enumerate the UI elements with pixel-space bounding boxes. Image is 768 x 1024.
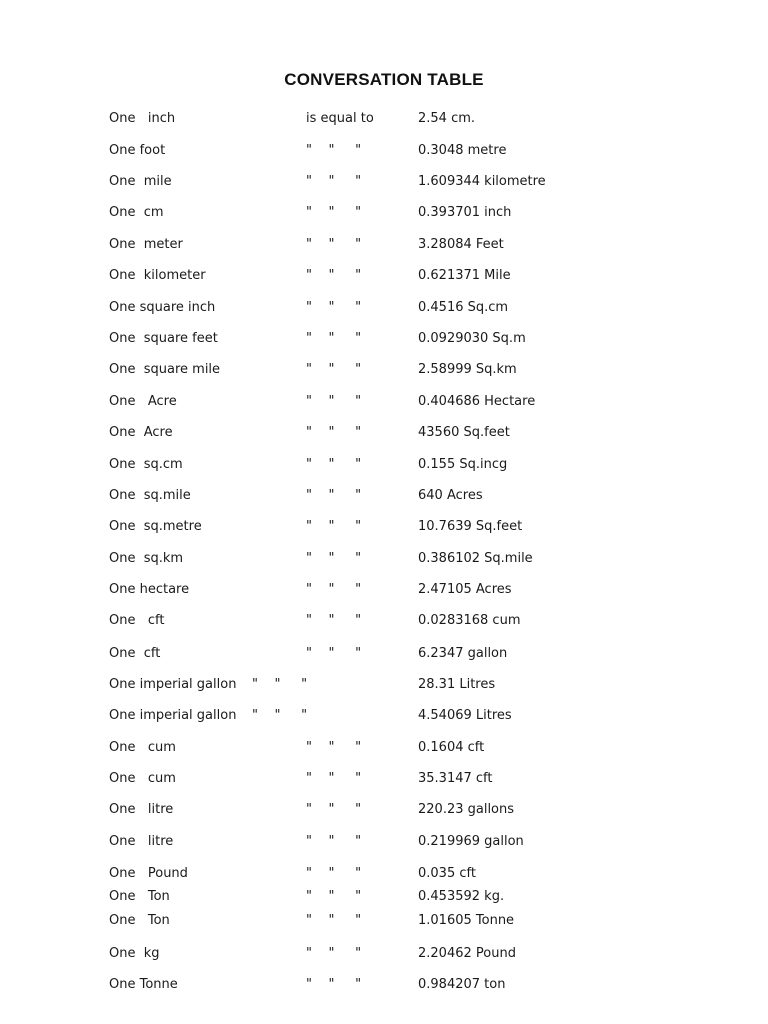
converted-value: 0.386102 Sq.mile [418, 551, 533, 566]
table-row [0, 912, 768, 930]
equals-mark: " " " [306, 646, 362, 661]
equals-mark: " " " [306, 946, 362, 961]
equals-mark: " " " [306, 425, 362, 440]
unit-label: One cft [109, 613, 165, 628]
unit-label: One square feet [109, 331, 218, 346]
unit-label: One sq.cm [109, 457, 183, 472]
unit-label: One Tonne [109, 977, 178, 992]
converted-value: 0.621371 Mile [418, 268, 511, 283]
page-title: CONVERSATION TABLE [284, 70, 484, 89]
table-row [0, 267, 768, 285]
converted-value: 1.609344 kilometre [418, 174, 546, 189]
unit-label: One litre [109, 834, 174, 849]
table-row [0, 739, 768, 757]
unit-label: One Pound [109, 866, 188, 881]
unit-label: One sq.km [109, 551, 184, 566]
table-row [0, 888, 768, 906]
converted-value: 640 Acres [418, 488, 483, 503]
converted-value: 0.0929030 Sq.m [418, 331, 526, 346]
converted-value: 0.035 cft [418, 866, 476, 881]
converted-value: 0.219969 gallon [418, 834, 524, 849]
equals-mark: " " " [252, 708, 308, 723]
unit-label: One imperial gallon [109, 677, 237, 692]
equals-mark: " " " [306, 771, 362, 786]
unit-label: One cum [109, 771, 176, 786]
converted-value: 28.31 Litres [418, 677, 496, 692]
equals-mark: " " " [306, 331, 362, 346]
equals-mark: " " " [306, 977, 362, 992]
converted-value: 6.2347 gallon [418, 646, 508, 661]
table-row [0, 801, 768, 819]
table-row [0, 945, 768, 963]
equals-mark: " " " [306, 834, 362, 849]
converted-value: 4.54069 Litres [418, 708, 512, 723]
unit-label: One foot [109, 143, 166, 158]
unit-label: One cum [109, 740, 176, 755]
table-row [0, 581, 768, 599]
unit-label: One sq.mile [109, 488, 191, 503]
unit-label: One hectare [109, 582, 190, 597]
unit-label: One sq.metre [109, 519, 202, 534]
unit-label: One Ton [109, 889, 170, 904]
equals-mark: " " " [306, 205, 362, 220]
equals-mark: " " " [306, 519, 362, 534]
table-row [0, 361, 768, 379]
unit-label: One Acre [109, 425, 173, 440]
unit-label: One kg [109, 946, 160, 961]
converted-value: 10.7639 Sq.feet [418, 519, 523, 534]
unit-label: One imperial gallon [109, 708, 237, 723]
equals-mark: " " " [306, 551, 362, 566]
converted-value: 0.0283168 cum [418, 613, 521, 628]
table-row [0, 487, 768, 505]
equals-mark: " " " [306, 237, 362, 252]
equals-mark: " " " [306, 268, 362, 283]
converted-value: 2.20462 Pound [418, 946, 516, 961]
unit-label: One square mile [109, 362, 221, 377]
converted-value: 3.28084 Feet [418, 237, 504, 252]
table-row [0, 770, 768, 788]
converted-value: 0.155 Sq.incg [418, 457, 508, 472]
converted-value: 0.1604 cft [418, 740, 485, 755]
table-row [0, 976, 768, 994]
table-row [0, 612, 768, 630]
converted-value: 220.23 gallons [418, 802, 515, 817]
table-row [0, 173, 768, 191]
table-row [0, 518, 768, 536]
equals-mark: " " " [306, 362, 362, 377]
converted-value: 43560 Sq.feet [418, 425, 510, 440]
equals-mark: " " " [306, 866, 362, 881]
table-row [0, 299, 768, 317]
unit-label: One mile [109, 174, 172, 189]
unit-label: One Ton [109, 913, 170, 928]
equals-mark: " " " [306, 174, 362, 189]
unit-label: One Acre [109, 394, 177, 409]
unit-label: One litre [109, 802, 174, 817]
table-row [0, 204, 768, 222]
table-row [0, 236, 768, 254]
converted-value: 35.3147 cft [418, 771, 493, 786]
table-row [0, 393, 768, 411]
converted-value: 0.393701 inch [418, 205, 512, 220]
equals-mark: " " " [306, 488, 362, 503]
converted-value: 2.47105 Acres [418, 582, 512, 597]
table-row [0, 865, 768, 883]
equals-mark: " " " [306, 889, 362, 904]
unit-label: One square inch [109, 300, 216, 315]
table-row [0, 330, 768, 348]
table-row [0, 456, 768, 474]
table-row [0, 645, 768, 663]
table-row [0, 707, 768, 725]
equals-mark: " " " [306, 394, 362, 409]
unit-label: One inch [109, 111, 176, 126]
converted-value: 0.3048 metre [418, 143, 507, 158]
table-row [0, 110, 768, 128]
table-row [0, 676, 768, 694]
table-row [0, 142, 768, 160]
converted-value: 2.58999 Sq.km [418, 362, 517, 377]
equals-mark: " " " [306, 740, 362, 755]
table-row [0, 833, 768, 851]
converted-value: 0.404686 Hectare [418, 394, 536, 409]
equals-mark: " " " [306, 802, 362, 817]
table-row [0, 550, 768, 568]
unit-label: One meter [109, 237, 183, 252]
equals-mark: " " " [252, 677, 308, 692]
equals-mark: " " " [306, 582, 362, 597]
unit-label: One kilometer [109, 268, 206, 283]
unit-label: One cft [109, 646, 161, 661]
table-row [0, 424, 768, 442]
converted-value: 0.453592 kg. [418, 889, 505, 904]
converted-value: 2.54 cm. [418, 111, 476, 126]
equals-mark: " " " [306, 143, 362, 158]
unit-label: One cm [109, 205, 164, 220]
converted-value: 0.4516 Sq.cm [418, 300, 509, 315]
converted-value: 0.984207 ton [418, 977, 506, 992]
equals-mark: " " " [306, 913, 362, 928]
equals-mark: " " " [306, 613, 362, 628]
equals-mark: is equal to [306, 111, 374, 126]
converted-value: 1.01605 Tonne [418, 913, 515, 928]
equals-mark: " " " [306, 457, 362, 472]
equals-mark: " " " [306, 300, 362, 315]
